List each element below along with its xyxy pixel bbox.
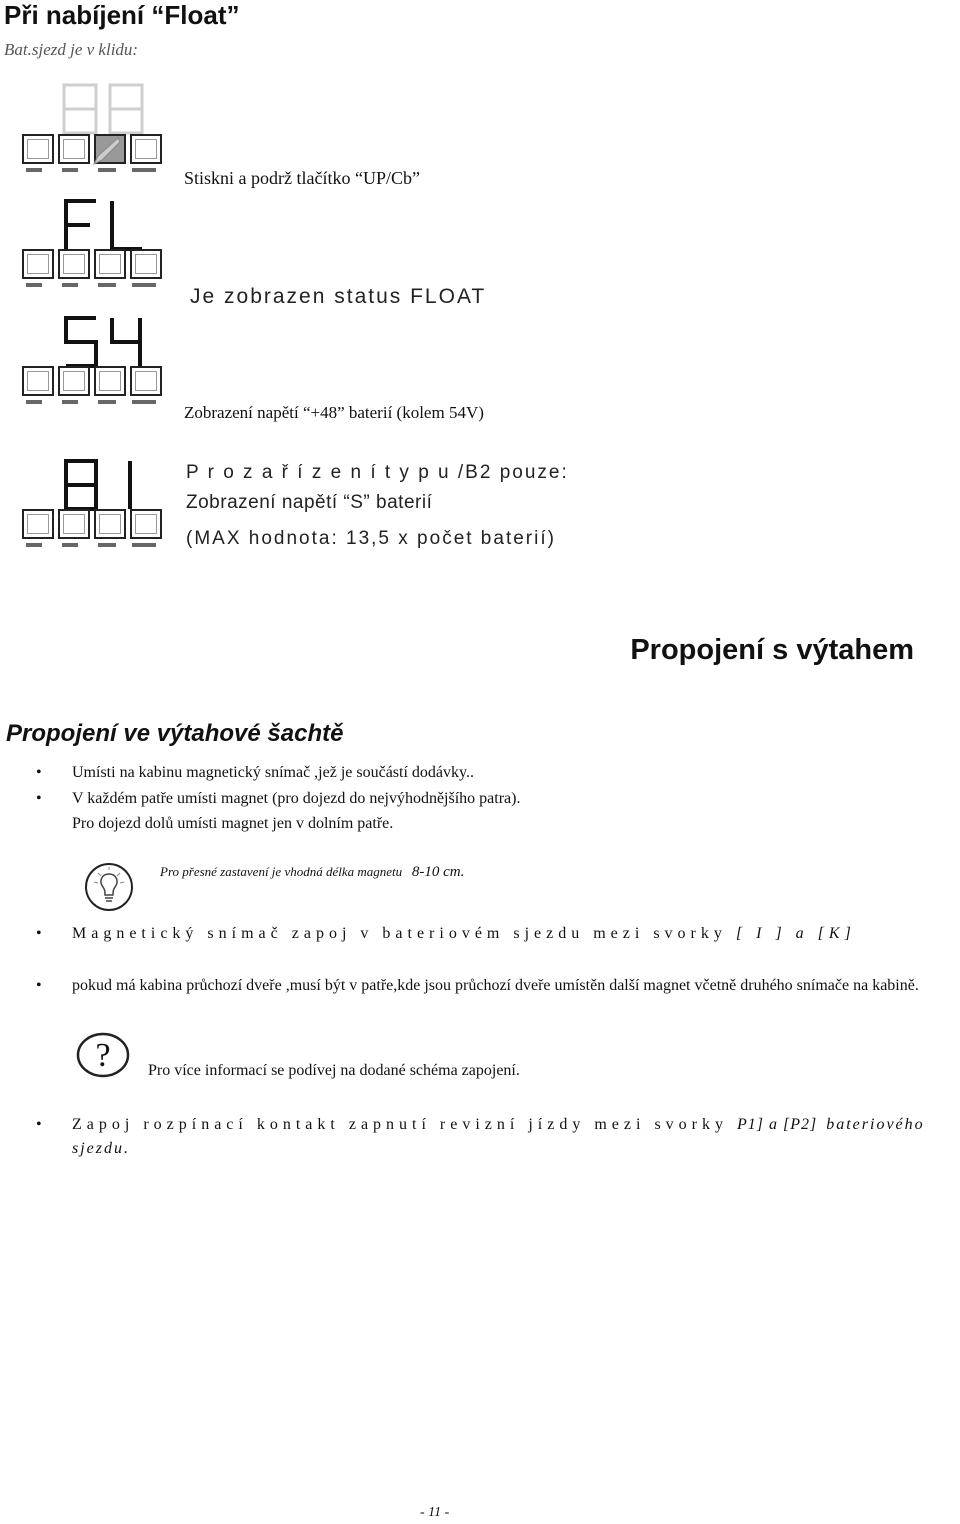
button-2[interactable] [58, 134, 90, 164]
step-3-text: Zobrazení napětí “+48” baterií (kolem 54V) [184, 403, 484, 422]
bullet-item-inspection-contact: • Zapoj rozpínací kontakt zapnutí revizní jízdy mezi svorky P1] a [P2] bateriového sjezdu. [36, 1116, 925, 1157]
seven-segment-display [60, 80, 150, 140]
info-text: Pro více informací se podívej na dodané schéma zapojení. [148, 1062, 520, 1079]
question-icon [76, 1032, 130, 1078]
page-number: - 11 - [420, 1505, 450, 1520]
bullet-item-magnet-sensor: • Magnetický snímač zapoj v bateriovém sjezdu mezi svorky [ I ] a [K] [36, 925, 856, 942]
bullet-continuation: Pro dojezd dolů umísti magnet jen v dolním patře. [72, 815, 394, 832]
step-4-line-1: P r o z a ř í z e n í t y p u /B2 pouze: [186, 462, 569, 483]
svg-text:?: ? [95, 1037, 111, 1074]
bullet-item: • Umísti na kabinu magnetický snímač ,jež je součástí dodávky.. [36, 764, 474, 781]
tip-text: Pro přesné zastavení je vhodná délka magnetu 8-10 cm. [160, 864, 465, 880]
seven-segment-display [60, 312, 150, 372]
section-subtitle: Propojení ve výtahové šachtě [6, 720, 344, 747]
lightbulb-icon [84, 862, 134, 912]
seven-segment-display [60, 455, 150, 515]
step-4-line-3: (MAX hodnota: 13,5 x počet baterií) [186, 528, 556, 549]
seven-segment-display [60, 195, 150, 255]
display-panel-54 [22, 312, 162, 412]
display-panel-88 [22, 80, 162, 180]
section-title: Propojení s výtahem [630, 634, 914, 666]
button-4[interactable] [130, 134, 162, 164]
bullet-item-through-doors: • pokud má kabina průchozí dveře ,musí být v patře,kde jsou průchozí dveře umístěn další magnet včetně druhého snímače na kabině. [36, 977, 919, 994]
step-1-text: Stiskni a podrž tlačítko “UP/Cb” [184, 168, 420, 188]
display-panel-fl [22, 195, 162, 295]
bullet-item: • V každém patře umísti magnet (pro dojezd do nejvýhodnějšího patra). [36, 790, 521, 807]
display-panel-81 [22, 455, 162, 555]
page-subtitle: Bat.sjezd je v klidu: [4, 40, 139, 59]
pointer-icon [90, 136, 120, 166]
button-1[interactable] [22, 134, 54, 164]
step-4-line-2: Zobrazení napětí “S” baterií [186, 492, 433, 513]
step-2-text: Je zobrazen status FLOAT [190, 285, 487, 308]
page-title: Při nabíjení “Float” [4, 0, 240, 30]
